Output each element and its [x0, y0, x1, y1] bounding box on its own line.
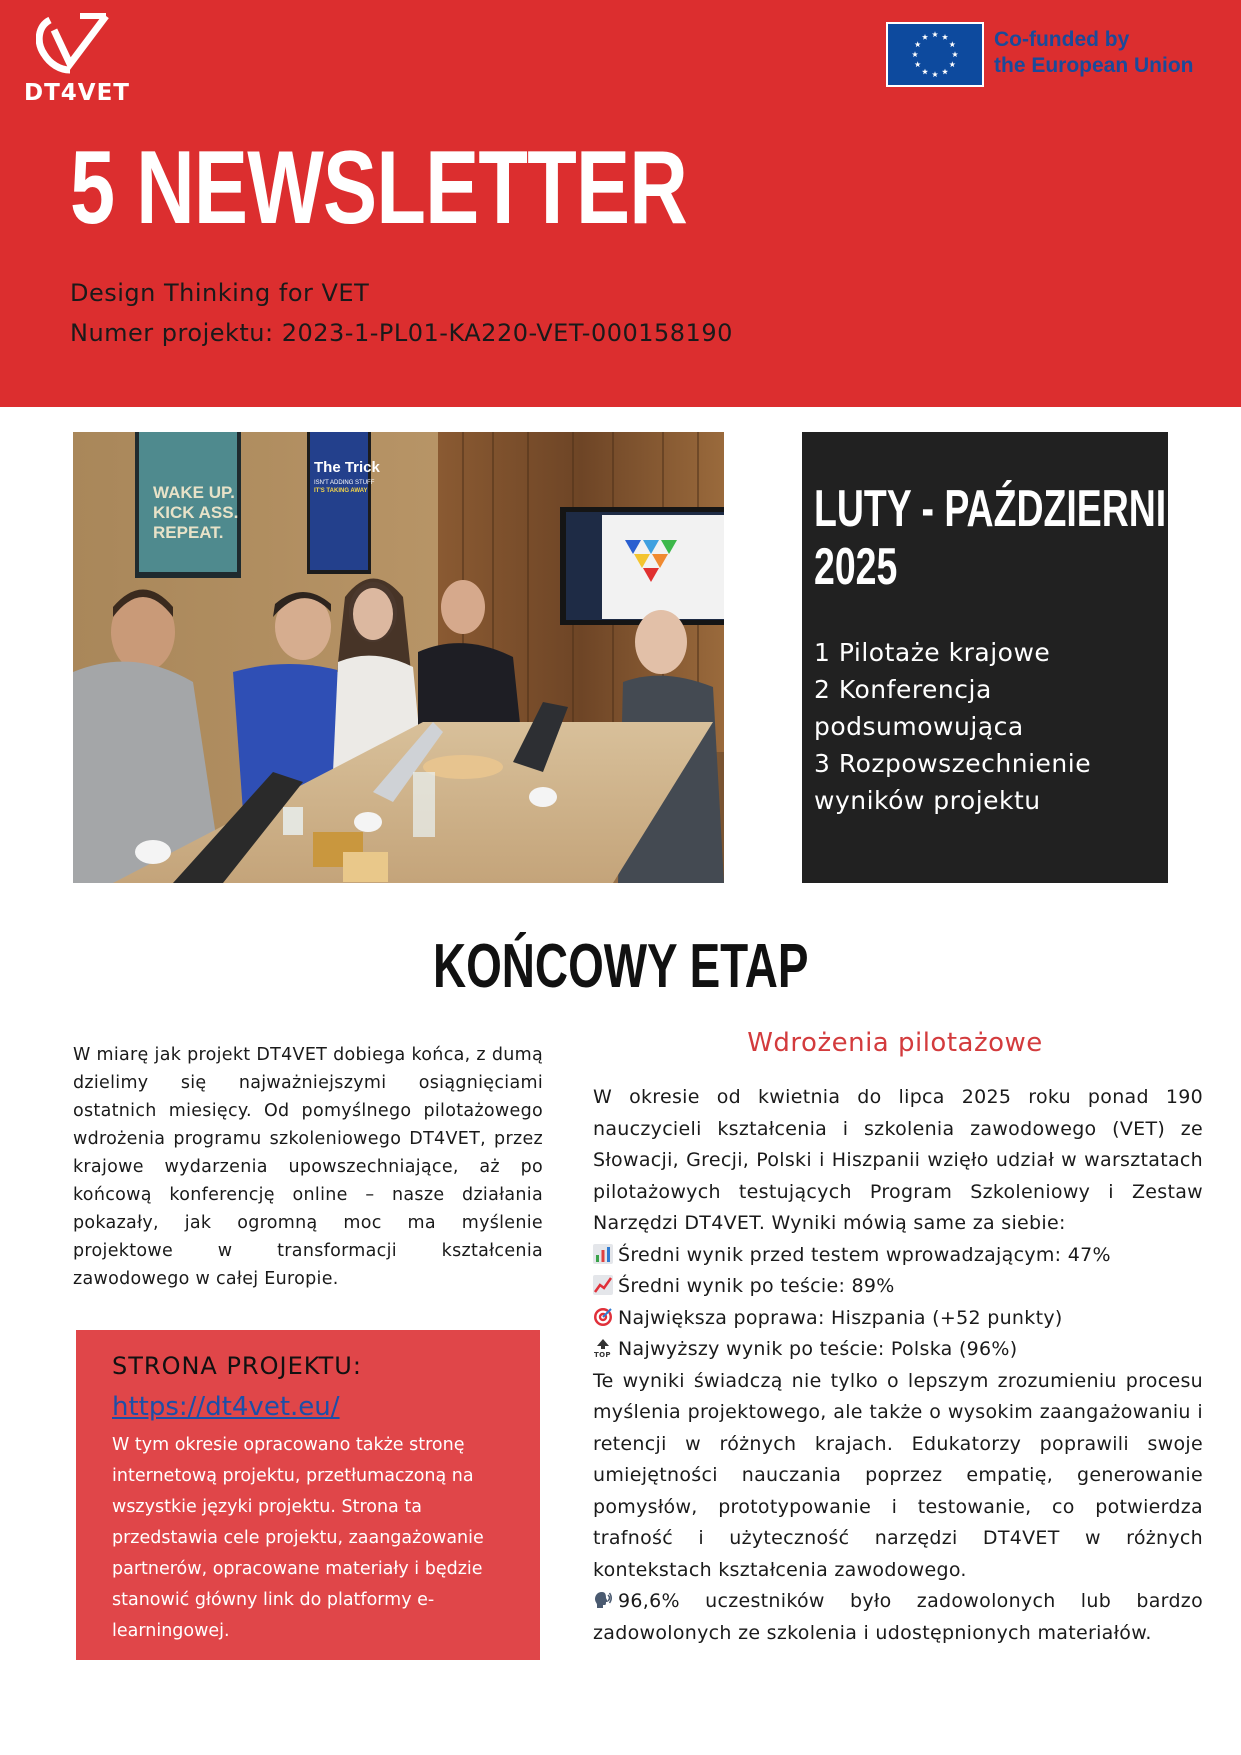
stat-item	[593, 1334, 1203, 1366]
eu-star-icon	[949, 41, 955, 47]
stat-item	[593, 1240, 1203, 1272]
meeting-photo-illustration	[73, 432, 724, 883]
project-number: Numer projektu: 2023-1-PL01-KA220-VET-000158190	[70, 319, 733, 347]
target-icon	[593, 1307, 613, 1327]
project-website-description: W tym okresie opracowano także stronę internetową projektu, przetłumaczoną na wszystkie języki projektu. Strona ta przedstawia cele projektu, zaangażowanie partnerów, opracowane materiały i będzie stanowić główny link do platformy e-learningowej.	[112, 1435, 484, 1641]
newsletter-subtitle: Design Thinking for VET	[70, 279, 370, 307]
svg-text:IT'S TAKING AWAY: IT'S TAKING AWAY	[314, 488, 368, 494]
top-arrow-icon	[593, 1338, 613, 1358]
svg-text:TOP: TOP	[594, 1351, 611, 1358]
eu-label-line2: the European Union	[994, 54, 1194, 77]
eu-star-icon	[932, 31, 938, 37]
eu-star-icon	[952, 51, 958, 57]
dt4vet-logo-icon	[36, 12, 116, 78]
stat-item	[593, 1303, 1203, 1335]
period-box	[802, 432, 1194, 883]
pilot-intro: W okresie od kwietnia do lipca 2025 roku ponad 190 nauczycieli kształcenia i szkolenia zawodowego (VET) ze Słowacji, Grecji, Polski i Hiszpanii wzięło udział w warsztatach pilotażowych testujących Program Szkoleniowy i Zestaw Narzędzi DT4VET. Wyniki mówią same za siebie:	[593, 1086, 1203, 1234]
project-website-title: STRONA PROJEKTU:	[112, 1352, 362, 1380]
eu-star-icon	[942, 69, 948, 75]
stat-item	[593, 1271, 1203, 1303]
eu-label-line1: Co-funded by	[994, 28, 1130, 51]
team-meeting-photo	[73, 432, 724, 883]
eu-cofunded-text	[994, 27, 1214, 79]
dt4vet-logo	[22, 12, 132, 107]
agenda-item: 2 Konferencja podsumowująca	[814, 675, 1024, 741]
pilot-satisfaction	[593, 1586, 1203, 1649]
stat-text: Najwyższy wynik po teście: Polska (96%)	[618, 1338, 1018, 1360]
pilot-section-body	[593, 1082, 1203, 1649]
bar-chart-icon	[593, 1244, 613, 1264]
newsletter-title: 5 NEWSLETTER	[70, 130, 688, 246]
svg-text:ISN'T ADDING STUFF: ISN'T ADDING STUFF	[314, 480, 375, 486]
svg-text:REPEAT.: REPEAT.	[153, 523, 224, 542]
trend-up-icon	[593, 1275, 613, 1295]
section-title-text: KOŃCOWY ETAP	[432, 932, 809, 1001]
stat-text: Średni wynik przed testem wprowadzającym: 47%	[618, 1243, 1111, 1266]
eu-star-icon	[922, 34, 928, 40]
eu-star-icon	[922, 69, 928, 75]
speaking-head-icon	[593, 1590, 613, 1610]
eu-star-icon	[942, 34, 948, 40]
pilot-section-title: Wdrożenia pilotażowe	[747, 1028, 1043, 1058]
satisfaction-text: 96,6% uczestników było zadowolonych lub bardzo zadowolonych ze szkolenia i udostępnionych materiałów.	[593, 1590, 1203, 1644]
stat-text: Średni wynik po teście: 89%	[618, 1275, 895, 1297]
period-agenda-list	[814, 634, 1154, 819]
agenda-item: 1 Pilotaże krajowe	[814, 638, 1051, 667]
intro-paragraph: W miarę jak projekt DT4VET dobiega końca, z dumą dzielimy się najważniejszymi osiągnięciami ostatnich miesięcy. Od pomyślnego pilotażowego wdrożenia programu szkoleniowego DT4VET, przez krajowe wydarzenia upowszechniające, aż po końcową konferencję online – nasze działania pokazały, jak ogromną moc ma myślenie projektowe w transformacji kształcenia zawodowego w całej Europie.	[73, 1045, 543, 1289]
period-title	[814, 480, 1193, 596]
eu-flag-icon	[886, 22, 984, 87]
eu-star-icon	[932, 71, 938, 77]
svg-text:KICK ASS.: KICK ASS.	[153, 503, 239, 522]
svg-text:The Trick: The Trick	[314, 459, 380, 476]
header-banner	[0, 0, 1241, 407]
logo-text: DT4VET	[24, 80, 130, 106]
project-website-link[interactable]: https://dt4vet.eu/	[112, 1392, 340, 1422]
eu-star-icon	[912, 51, 918, 57]
project-website-box	[76, 1330, 540, 1660]
stat-text: Największa poprawa: Hiszpania (+52 punkty)	[618, 1306, 1063, 1329]
period-title-line1: LUTY - PAŹDZIERNIK	[814, 480, 1194, 538]
agenda-item: 3 Rozpowszechnienie wyników projektu	[814, 749, 1092, 815]
svg-text:WAKE UP.: WAKE UP.	[153, 483, 235, 502]
pilot-conclusion: Te wyniki świadczą nie tylko o lepszym zrozumieniu procesu myślenia projektowego, ale także o wysokim zaangażowaniu i retencji w różnych krajach. Edukatorzy poprawili swoje umiejętności nauczania poprzez empatię, generowanie pomysłów, prototypowanie i testowanie, co potwierdza trafność i użyteczność narzędzi DT4VET w różnych kontekstach kształcenia zawodowego.	[593, 1369, 1203, 1581]
eu-star-icon	[915, 61, 921, 67]
period-title-line2: 2025	[814, 538, 898, 596]
section-title	[0, 932, 1241, 1002]
eu-star-icon	[949, 61, 955, 67]
eu-star-icon	[915, 41, 921, 47]
